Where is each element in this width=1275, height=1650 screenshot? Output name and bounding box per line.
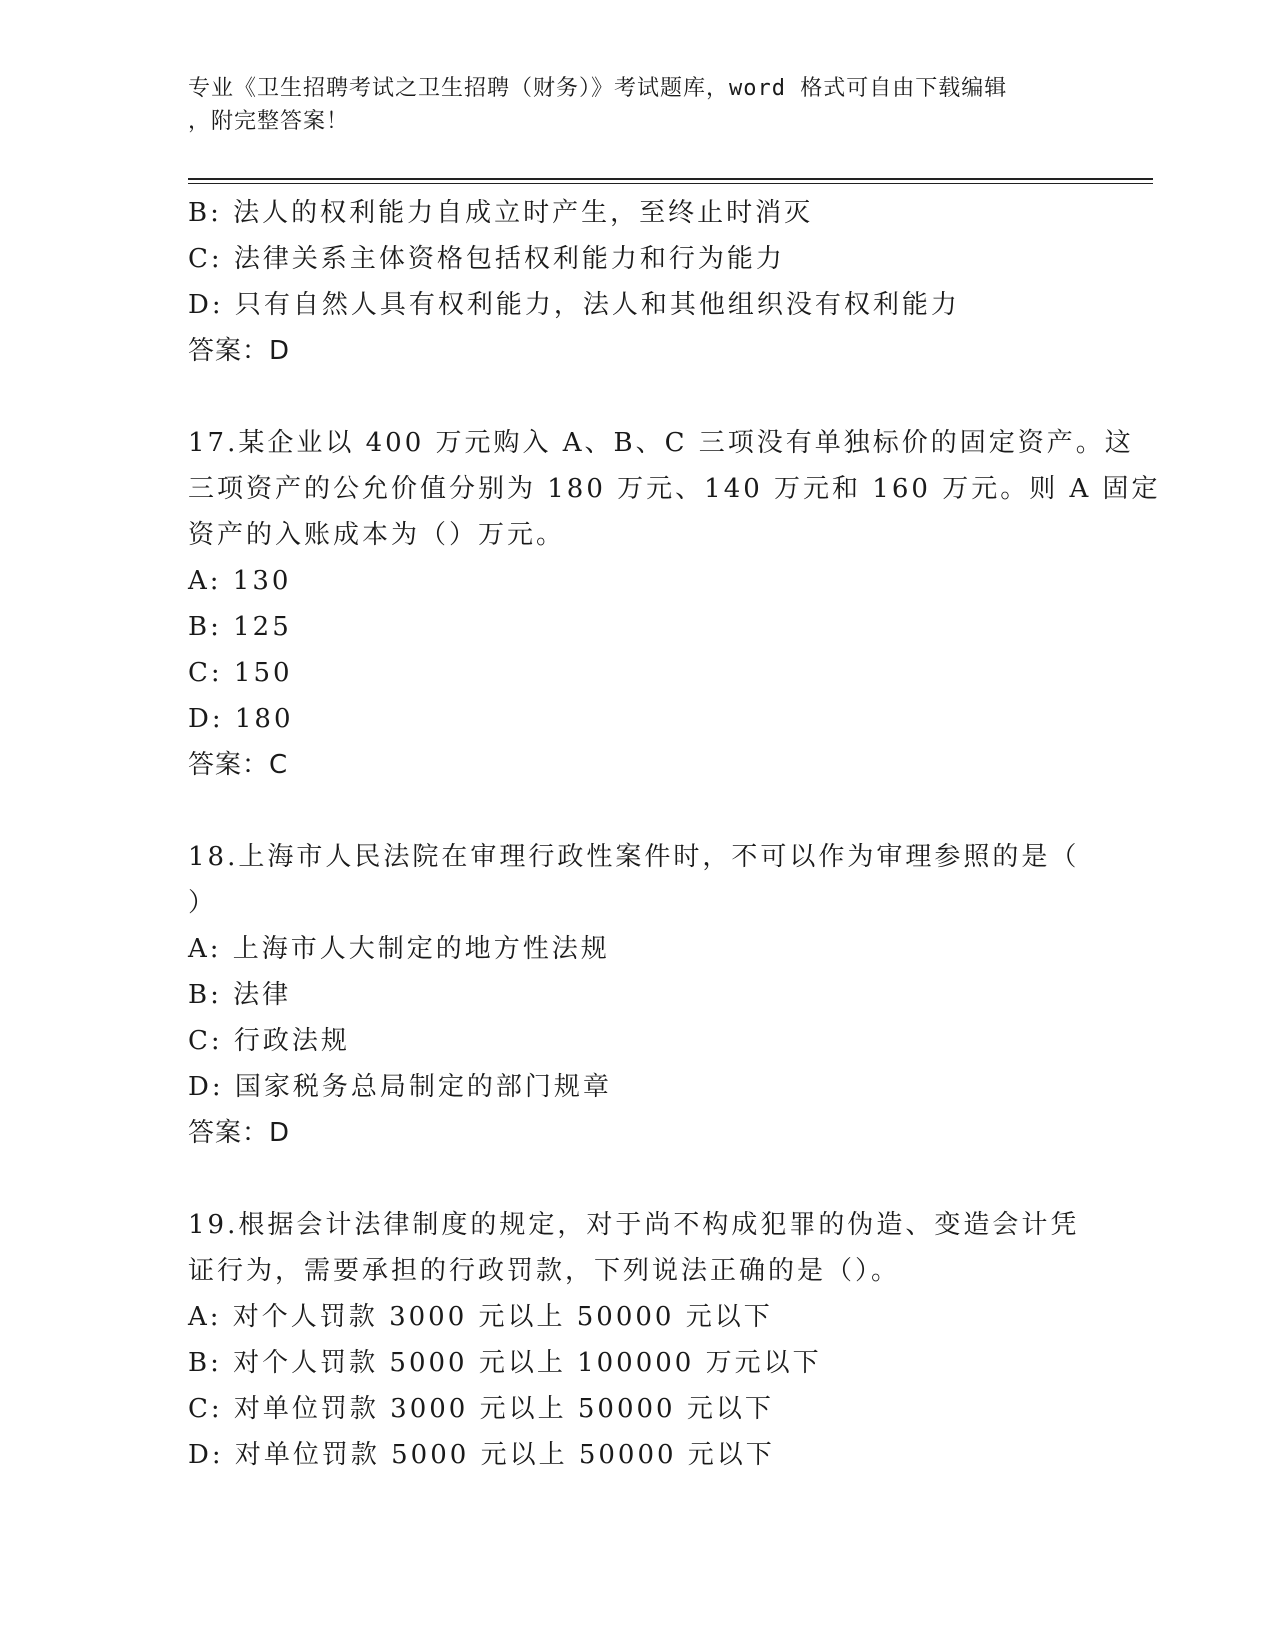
option-b: B: 法律	[188, 980, 292, 1010]
header-divider-thin	[188, 183, 1153, 184]
question-17	[188, 420, 1161, 788]
header-line-1: 专业《卫生招聘考试之卫生招聘（财务）》考试题库，word 格式可自由下载编辑	[188, 76, 1008, 101]
answer-line: 答案：D	[188, 336, 291, 366]
header-line-2: ，附完整答案！	[188, 109, 350, 134]
option-c: C: 150	[188, 658, 293, 688]
option-d: D: 只有自然人具有权利能力，法人和其他组织没有权利能力	[188, 290, 960, 320]
header-divider-thick	[188, 178, 1153, 180]
question-stem-line: 19.根据会计法律制度的规定，对于尚不构成犯罪的伪造、变造会计凭	[188, 1210, 1080, 1240]
option-a: A: 上海市人大制定的地方性法规	[188, 934, 610, 964]
answer-line: 答案：C	[188, 750, 289, 780]
option-c: C: 对单位罚款 3000 元以上 50000 元以下	[188, 1394, 774, 1424]
question-19	[188, 1202, 1088, 1478]
option-a: A: 对个人罚款 3000 元以上 50000 元以下	[188, 1302, 773, 1332]
option-b: B: 法人的权利能力自成立时产生，至终止时消灭	[188, 198, 814, 228]
option-b: B: 125	[188, 612, 292, 642]
spacer	[188, 788, 1088, 834]
option-c: C: 法律关系主体资格包括权利能力和行为能力	[188, 244, 785, 274]
spacer	[188, 374, 1088, 420]
option-d: D: 对单位罚款 5000 元以上 50000 元以下	[188, 1440, 775, 1470]
option-c: C: 行政法规	[188, 1026, 350, 1056]
question-stem-line: ）	[188, 888, 218, 918]
question-stem-line: 18.上海市人民法院在审理行政性案件时，不可以作为审理参照的是（	[188, 842, 1080, 872]
spacer	[188, 1156, 1088, 1202]
option-a: A: 130	[188, 566, 292, 596]
option-d: D: 国家税务总局制定的部门规章	[188, 1072, 612, 1102]
answer-line: 答案：D	[188, 1118, 291, 1148]
question-16-continued	[188, 190, 1088, 374]
question-stem-line: 资产的入账成本为（）万元。	[188, 520, 566, 550]
question-stem-line: 17.某企业以 400 万元购入 A、B、C 三项没有单独标价的固定资产。这	[188, 428, 1134, 458]
option-d: D: 180	[188, 704, 294, 734]
question-list	[188, 190, 1161, 1478]
question-stem-line: 证行为，需要承担的行政罚款，下列说法正确的是（）。	[188, 1256, 901, 1286]
option-b: B: 对个人罚款 5000 元以上 100000 万元以下	[188, 1348, 822, 1378]
document-header	[188, 72, 1088, 138]
question-18	[188, 834, 1088, 1156]
question-stem-line: 三项资产的公允价值分别为 180 万元、140 万元和 160 万元。则 A 固定	[188, 474, 1161, 504]
